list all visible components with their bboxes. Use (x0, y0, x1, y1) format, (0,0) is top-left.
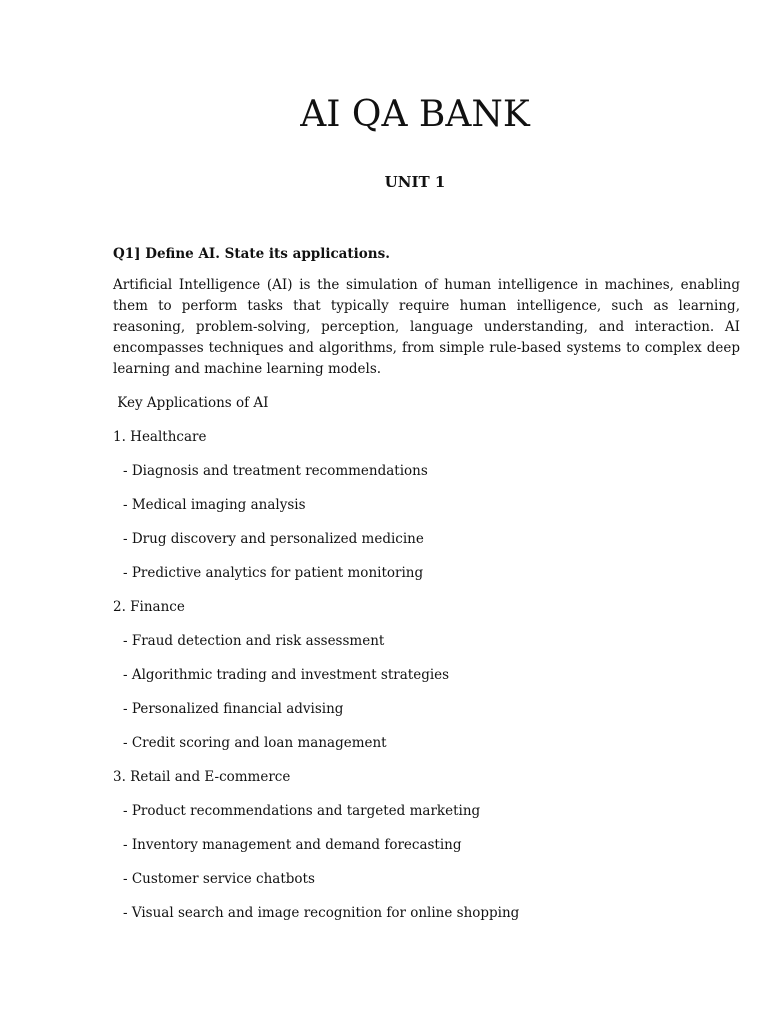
list-item: - Credit scoring and loan management (123, 735, 387, 751)
unit-heading: UNIT 1 (384, 173, 446, 191)
list-item: - Drug discovery and personalized medicine (123, 531, 424, 547)
section-heading-finance: 2. Finance (113, 599, 185, 615)
document-title: AI QA BANK (300, 94, 530, 135)
section-heading-retail: 3. Retail and E-commerce (113, 769, 291, 785)
list-item: - Fraud detection and risk assessment (123, 633, 385, 649)
list-item: - Customer service chatbots (123, 871, 315, 887)
list-item: - Diagnosis and treatment recommendations (123, 463, 428, 479)
document-body (113, 244, 740, 937)
applications-heading: Key Applications of AI (113, 395, 269, 411)
list-item: - Product recommendations and targeted marketing (123, 803, 481, 819)
question-heading: Q1] Define AI. State its applications. (113, 246, 390, 262)
list-item: - Visual search and image recognition for online shopping (123, 905, 520, 921)
list-item: - Personalized financial advising (123, 701, 344, 717)
definition-paragraph: Artificial Intelligence (AI) is the simulation of human intelligence in machines, enabling them to perform tasks that typically require human intelligence, such as learning, reasoning, problem-solving, perception, language understanding, and interaction. AI encompasses techniques and algorithms, from simple rule-based systems to complex deep learning and machine learning models. (113, 277, 740, 377)
list-item: - Algorithmic trading and investment strategies (123, 667, 450, 683)
list-item: - Inventory management and demand forecasting (123, 837, 462, 853)
list-item: - Medical imaging analysis (123, 497, 306, 513)
section-heading-healthcare: 1. Healthcare (113, 429, 207, 445)
list-item: - Predictive analytics for patient monitoring (123, 565, 424, 581)
